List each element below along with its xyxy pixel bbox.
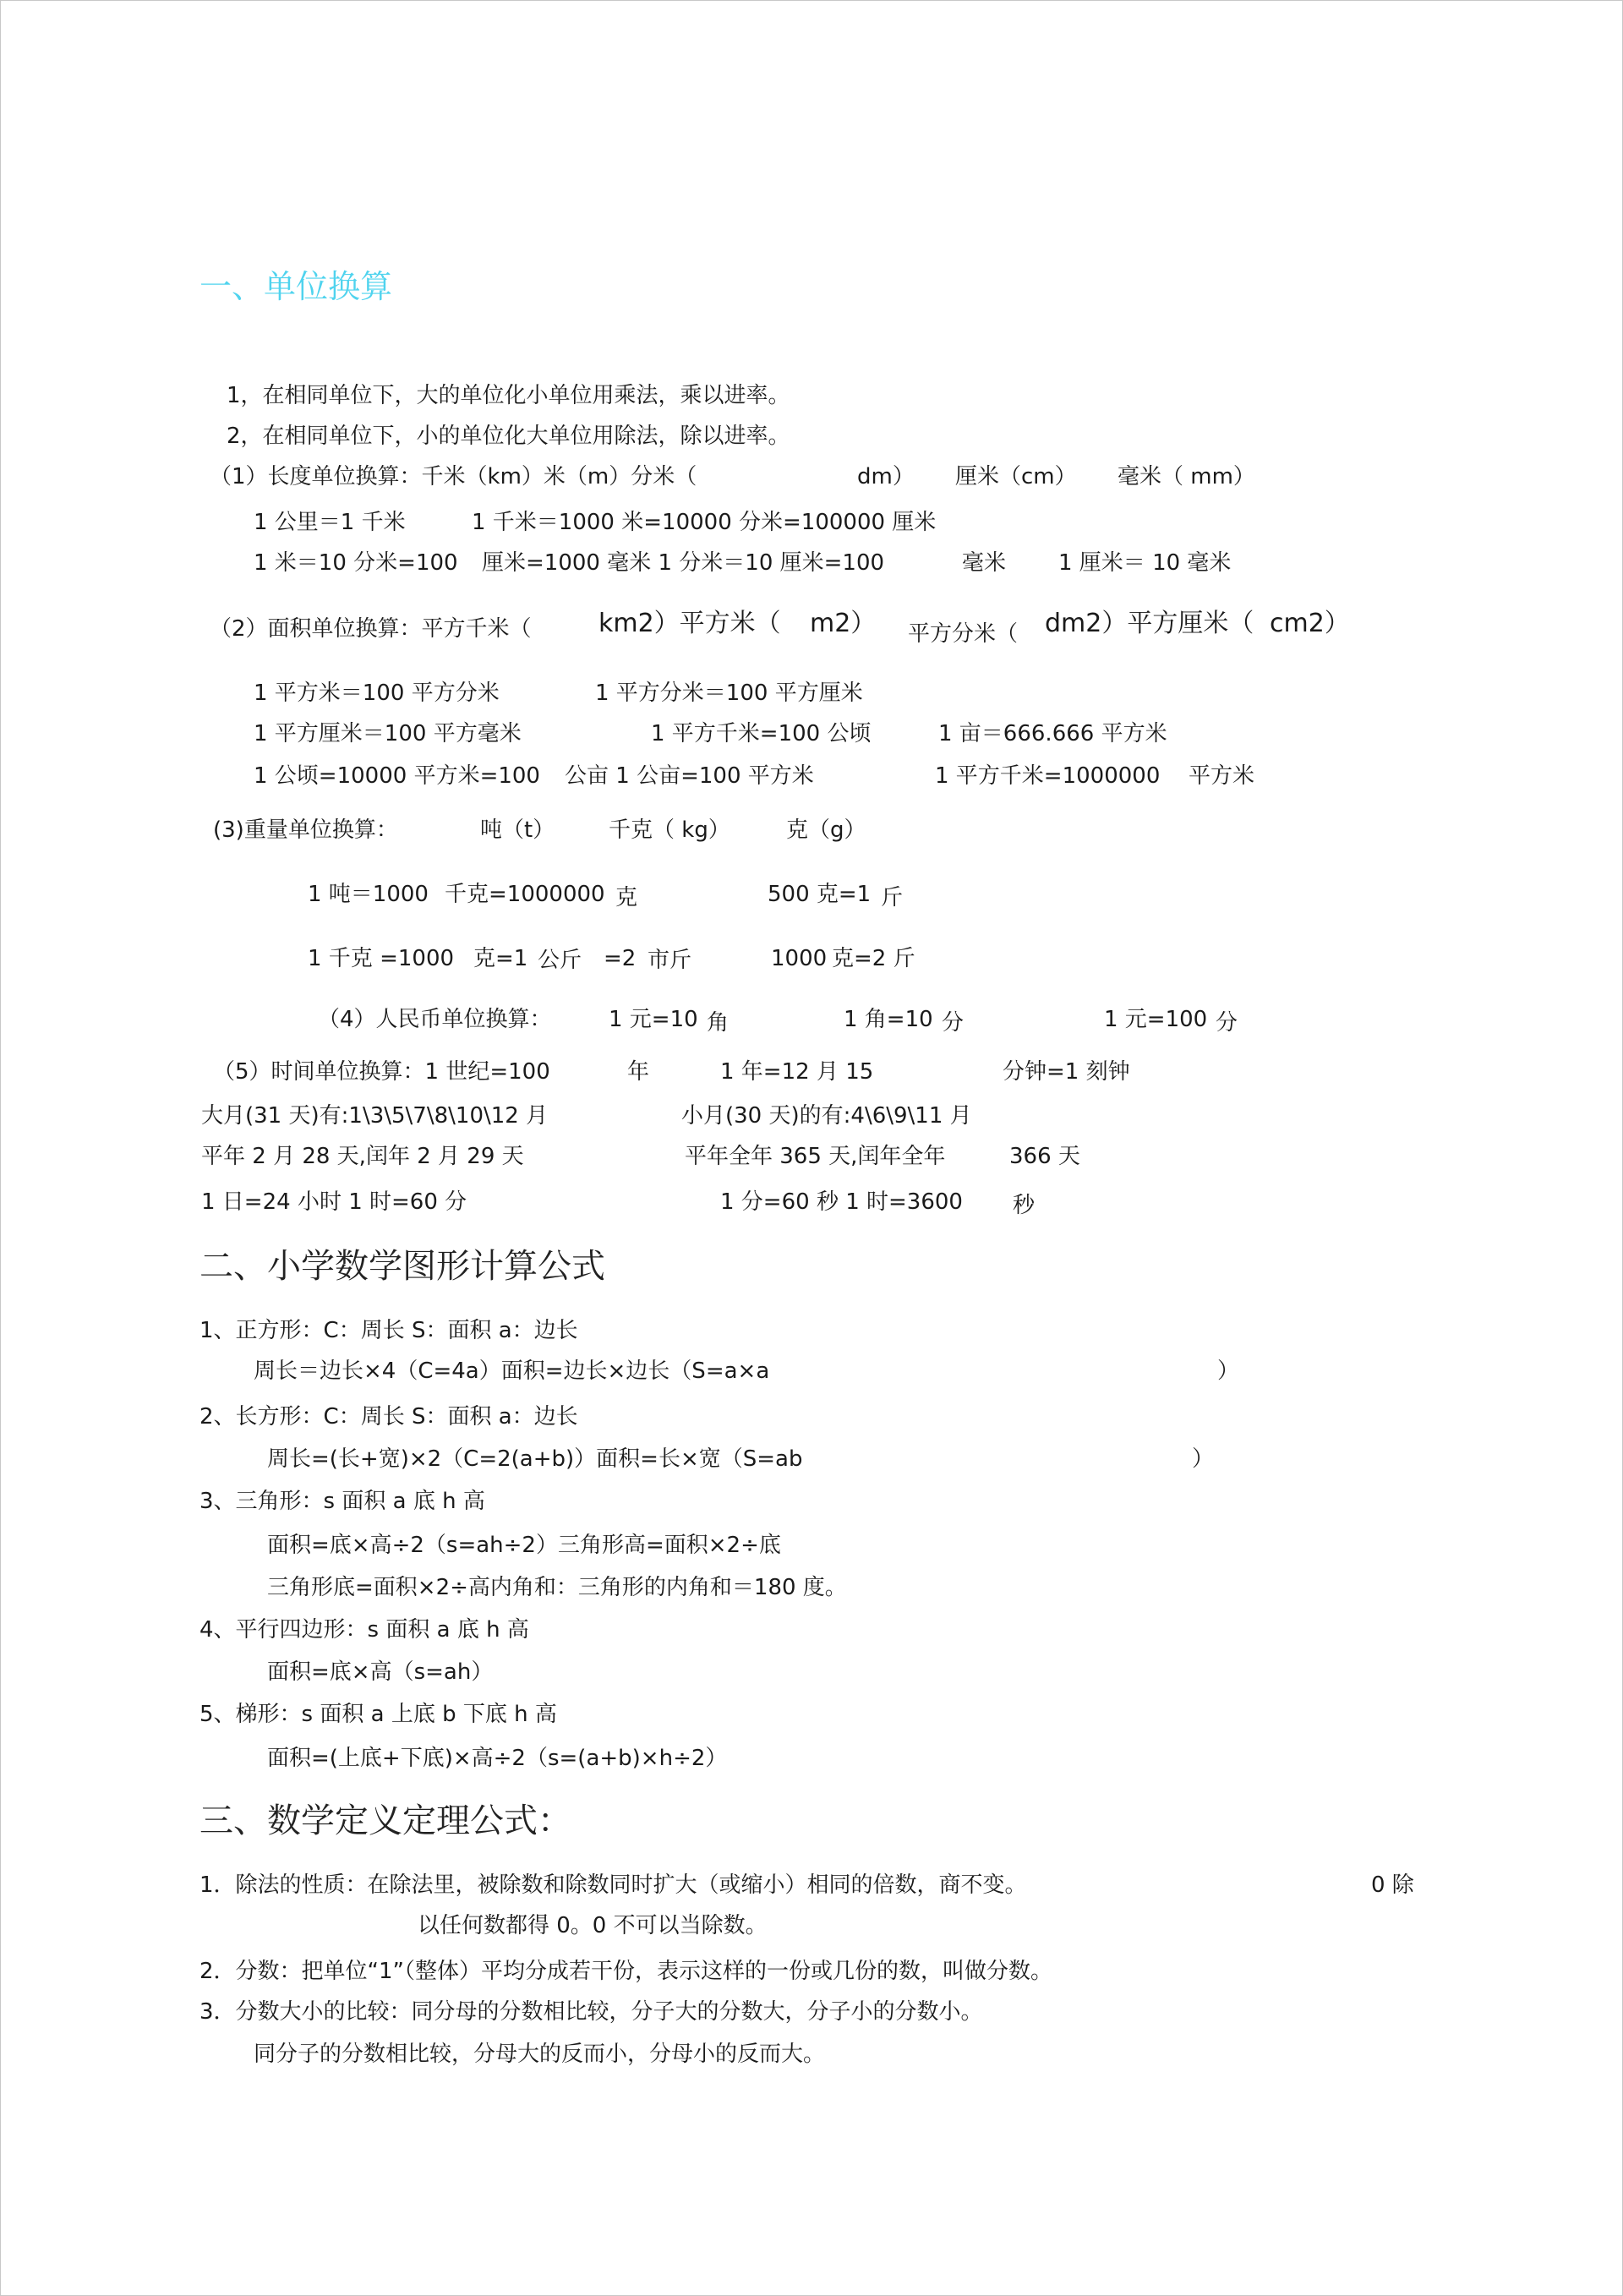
- time-row2-b: 平年全年 365 天,闰年全年: [685, 1144, 946, 1169]
- square-heading: 1、正方形：C：周长 S：面积 a：边长: [199, 1318, 578, 1343]
- area-m2: m2）: [810, 609, 877, 638]
- weight-row1-d: 500 克=1: [768, 882, 872, 907]
- rectangle-formula-end: ）: [1192, 1446, 1215, 1472]
- length-row2-a: 1 米＝10 分米=100: [254, 550, 458, 576]
- length-cm: 厘米（cm）: [955, 464, 1077, 489]
- length-row2-c: 毫米: [962, 550, 1007, 576]
- time-row3-c: 秒: [1013, 1193, 1036, 1218]
- money-d: 分: [942, 1010, 965, 1036]
- parallelogram-formula: 面积=底×高（s=ah）: [267, 1659, 494, 1685]
- length-mm: 毫米（ mm）: [1118, 464, 1255, 489]
- area-row1-b: 1 平方分米＝100 平方厘米: [595, 681, 863, 706]
- weight-row1-e: 斤: [881, 885, 904, 910]
- time-row1-a: 大月(31 天)有:1\3\5\7\8\10\12 月: [201, 1103, 549, 1129]
- length-row1-b: 1 千米＝1000 米=10000 分米=100000 厘米: [472, 510, 937, 535]
- area-row2-c: 1 亩＝666.666 平方米: [938, 721, 1167, 746]
- weight-t: 吨（t）: [480, 817, 555, 843]
- time-row2-c: 366 天: [1009, 1144, 1080, 1169]
- rectangle-formula: 周长=(长+宽)×2（C=2(a+b)）面积=长×宽（S=ab: [267, 1446, 803, 1472]
- money-heading: （4）人民币单位换算：: [318, 1007, 552, 1032]
- money-f: 分: [1216, 1010, 1238, 1036]
- weight-row2-g: 克=2 斤: [832, 946, 915, 971]
- area-row1-a: 1 平方米＝100 平方分米: [254, 681, 500, 706]
- weight-heading: (3)重量单位换算：: [213, 817, 398, 843]
- weight-row1-b: 千克=1000000: [445, 882, 605, 907]
- weight-row2-a: 1 千克 =1000: [308, 946, 455, 971]
- section-2-title: 二、小学数学图形计算公式: [199, 1247, 605, 1286]
- area-row3-a: 1 公顷=10000 平方米=100: [254, 763, 540, 789]
- square-formula-end: ）: [1217, 1358, 1240, 1384]
- weight-row1-c: 克: [615, 885, 638, 910]
- time-row1-b: 小月(30 天)的有:4\6\9\11 月: [681, 1103, 972, 1129]
- definition-2: 2．分数：把单位“1”（整体）平均分成若干份，表示这样的一份或几份的数，叫做分数。: [199, 1959, 1053, 1984]
- rule-2: 2，在相同单位下，小的单位化大单位用除法，除以进率。: [227, 424, 790, 449]
- area-dm2: dm2）平方厘米（: [1045, 609, 1254, 638]
- weight-row2-b: 克=1: [473, 946, 528, 971]
- definition-3-cont: 同分子的分数相比较，分母大的反而小，分母小的反而大。: [254, 2042, 826, 2067]
- time-row3-a: 1 日=24 小时 1 时=60 分: [201, 1189, 467, 1215]
- definition-1: 1．除法的性质：在除法里，被除数和除数同时扩大（或缩小）相同的倍数，商不变。: [199, 1872, 1027, 1898]
- length-row2-b: 厘米=1000 毫米 1 分米＝10 厘米=100: [482, 550, 885, 576]
- triangle-formula-1: 面积=底×高÷2（s=ah÷2）三角形高=面积×2÷底: [267, 1533, 781, 1558]
- area-row3-d: 平方米: [1189, 763, 1255, 789]
- weight-row2-f: 1000: [771, 946, 828, 971]
- definition-3: 3．分数大小的比较：同分母的分数相比较，分子大的分数大，分子小的分数小。: [199, 1999, 983, 2025]
- weight-row1-a: 1 吨＝1000: [308, 882, 429, 907]
- time-c: 1 年=12 月 15: [720, 1059, 874, 1085]
- weight-row2-c: 公斤: [538, 948, 582, 973]
- weight-row2-e: 市斤: [648, 948, 692, 973]
- time-b: 年: [627, 1059, 650, 1085]
- section-1-title: 一、单位换算: [199, 268, 393, 305]
- money-c: 1 角=10: [844, 1007, 933, 1032]
- length-row1-a: 1 公里＝1 千米: [254, 510, 406, 535]
- definition-1-end: 0 除: [1371, 1872, 1414, 1898]
- area-km2: km2）平方米（: [598, 609, 781, 638]
- length-dm: dm）: [857, 464, 915, 489]
- time-heading: （5）时间单位换算：1 世纪=100: [213, 1059, 550, 1085]
- triangle-formula-2: 三角形底=面积×2÷高内角和：三角形的内角和＝180 度。: [267, 1575, 847, 1600]
- area-row3-b: 公亩 1 公亩=100 平方米: [565, 763, 814, 789]
- square-formula: 周长＝边长×4（C=4a）面积=边长×边长（S=a×a: [254, 1358, 770, 1384]
- weight-g: 克（g）: [786, 817, 866, 843]
- area-dm2-label: 平方分米（: [908, 621, 1019, 647]
- triangle-heading: 3、三角形：s 面积 a 底 h 高: [199, 1489, 485, 1514]
- weight-kg: 千克（ kg）: [609, 817, 730, 843]
- trapezoid-formula: 面积=(上底+下底)×高÷2（s=(a+b)×h÷2）: [267, 1746, 728, 1771]
- area-heading: （2）面积单位换算：平方千米（: [210, 616, 532, 642]
- money-e: 1 元=100: [1104, 1007, 1208, 1032]
- length-row2-d: 1 厘米＝ 10 毫米: [1058, 550, 1232, 576]
- rectangle-heading: 2、长方形：C：周长 S：面积 a：边长: [199, 1404, 578, 1430]
- weight-row2-d: =2: [604, 946, 637, 971]
- rule-1: 1，在相同单位下，大的单位化小单位用乘法，乘以进率。: [227, 383, 790, 408]
- area-row3-c: 1 平方千米=1000000: [935, 763, 1161, 789]
- area-row2-a: 1 平方厘米＝100 平方毫米: [254, 721, 522, 746]
- area-row2-b: 1 平方千米=100 公顷: [651, 721, 872, 746]
- money-b: 角: [707, 1010, 730, 1036]
- area-cm2: cm2）: [1270, 609, 1350, 638]
- trapezoid-heading: 5、梯形：s 面积 a 上底 b 下底 h 高: [199, 1702, 557, 1727]
- time-d: 分钟=1 刻钟: [1003, 1059, 1130, 1085]
- parallelogram-heading: 4、平行四边形：s 面积 a 底 h 高: [199, 1617, 529, 1643]
- length-heading: （1）长度单位换算：千米（km）米（m）分米（: [210, 464, 697, 489]
- definition-1-cont: 以任何数都得 0。0 不可以当除数。: [418, 1913, 768, 1938]
- money-a: 1 元=10: [609, 1007, 698, 1032]
- time-row2-a: 平年 2 月 28 天,闰年 2 月 29 天: [201, 1144, 524, 1169]
- time-row3-b: 1 分=60 秒 1 时=3600: [720, 1189, 963, 1215]
- section-3-title: 三、数学定义定理公式：: [199, 1801, 571, 1840]
